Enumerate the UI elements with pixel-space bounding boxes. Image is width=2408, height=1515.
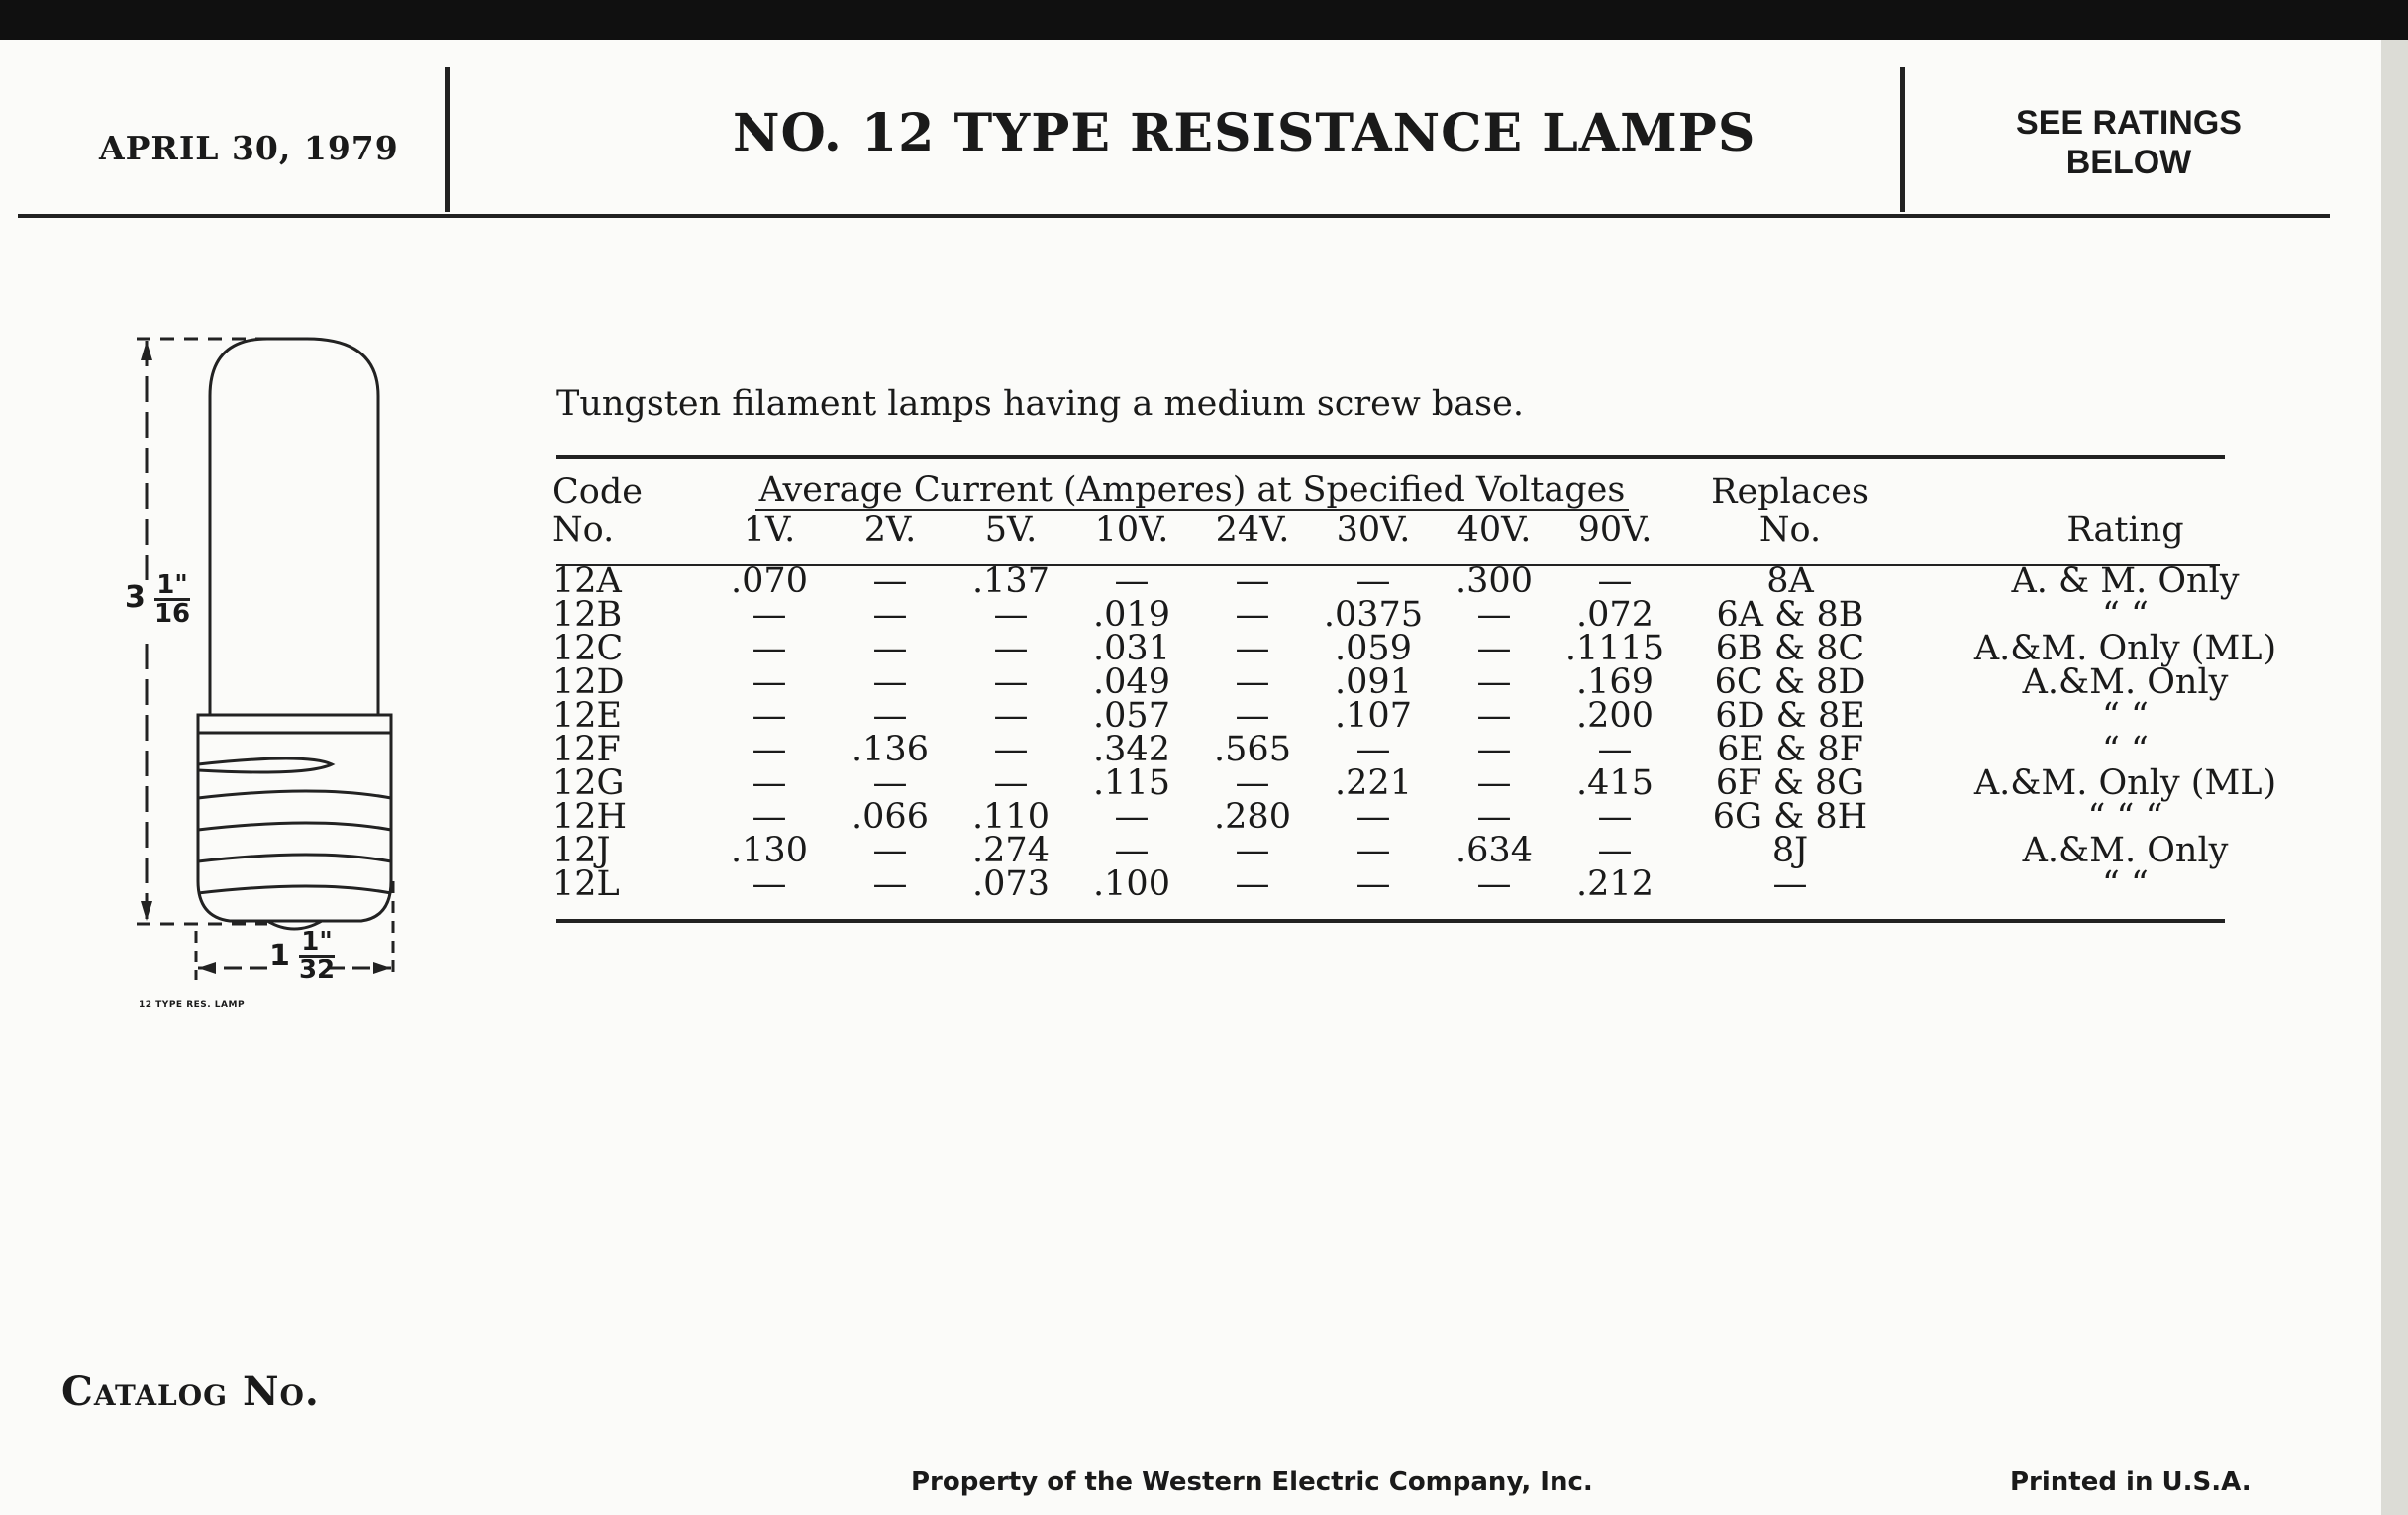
current-cell: — [752,662,787,702]
current-cell: — [1476,662,1512,702]
code-cell: 12H [552,797,628,837]
current-cell: .130 [731,831,808,870]
current-cell: .100 [1093,864,1170,904]
rating-cell: “ “ [2102,864,2149,904]
rating-header: Rating [2066,510,2184,550]
current-cell: .136 [852,730,929,769]
page-edge [2381,40,2408,1515]
table-row [548,665,2346,699]
code-header: Code [552,472,643,512]
replaces-header-no: No. [1758,510,1822,550]
current-cell: — [752,763,787,803]
current-cell: — [1355,730,1391,769]
current-cell: — [1476,629,1512,668]
voltage-header: 10V. [1094,510,1169,550]
code-header-no: No. [552,510,615,550]
replaces-cell: 8A [1766,561,1814,601]
current-cell: — [1476,763,1512,803]
current-cell: .415 [1576,763,1654,803]
replaces-cell: 6C & 8D [1714,662,1866,702]
replaces-cell: 6B & 8C [1715,629,1865,668]
drawing-caption: 12 TYPE RES. LAMP [139,1000,246,1010]
current-cell: — [1476,696,1512,736]
lamp-thread [198,886,391,893]
current-cell: — [872,561,908,601]
code-cell: 12J [552,831,611,870]
voltage-header: 30V. [1336,510,1411,550]
header-divider-right [1900,67,1905,212]
printed-in-notice: Printed in U.S.A. [2010,1467,2252,1497]
current-cell: .300 [1455,561,1533,601]
replaces-header: Replaces [1711,472,1869,512]
table-row [548,867,2346,901]
width-arrow-left [198,962,216,974]
replaces-cell: 6G & 8H [1712,797,1868,837]
current-cell: — [1235,629,1270,668]
current-cell: .115 [1093,763,1170,803]
current-cell: — [1355,831,1391,870]
current-cell: — [1355,864,1391,904]
current-cell: — [1235,696,1270,736]
code-cell: 12E [552,696,623,736]
rating-cell: “ “ [2102,595,2149,635]
current-cell: — [752,696,787,736]
height-arrow-bottom [141,901,152,921]
current-cell: .565 [1214,730,1291,769]
lamp-thread [198,758,332,772]
current-cell: — [752,730,787,769]
current-cell: .057 [1093,696,1170,736]
current-cell: .031 [1093,629,1170,668]
voltage-header: 5V. [984,510,1038,550]
code-cell: 12L [552,864,620,904]
table-row [548,598,2346,632]
current-cell: — [1355,797,1391,837]
current-cell: — [1235,662,1270,702]
current-cell: .1115 [1564,629,1665,668]
current-cell: — [1235,864,1270,904]
table-header-row [548,473,2346,511]
current-cell: — [872,696,908,736]
ratings-note-line1: SEE RATINGS [2016,104,2242,142]
ratings-note-line2: BELOW [2065,144,2192,181]
current-cell: .221 [1335,763,1412,803]
replaces-cell: — [1772,864,1808,904]
table-top-rule [556,455,2225,459]
lamp-drawing [119,327,416,1020]
current-cell: — [872,595,908,635]
width-arrow-right [373,962,391,974]
width-dimension-label: 1 $\frac{1"}{32}$ [269,927,336,985]
current-cell: .169 [1576,662,1654,702]
lamp-thread [198,823,391,830]
current-cell: — [752,629,787,668]
code-cell: 12G [552,763,625,803]
current-cell: — [752,797,787,837]
current-cell: — [872,763,908,803]
current-cell: — [1235,831,1270,870]
current-cell: .342 [1093,730,1170,769]
rating-cell: “ “ “ [2087,797,2163,837]
code-cell: 12A [552,561,622,601]
lamp-thread [198,855,391,861]
table-row [548,834,2346,867]
current-cell: — [993,629,1029,668]
current-cell: — [752,864,787,904]
current-cell: — [1114,797,1150,837]
current-cell: — [1597,730,1633,769]
current-cell: .200 [1576,696,1654,736]
current-cell: .137 [972,561,1050,601]
current-cell: .634 [1455,831,1533,870]
table-row [548,800,2346,834]
current-cell: — [993,730,1029,769]
lamp-thread [198,791,391,798]
current-cell: — [1114,561,1150,601]
current-cell: — [1597,831,1633,870]
lamp-bulb-outline [210,339,378,715]
replaces-cell: 6D & 8E [1715,696,1865,736]
current-group-header: Average Current (Amperes) at Specified Voltages [709,473,1675,511]
table-row [548,733,2346,766]
current-cell: — [1235,595,1270,635]
code-cell: 12C [552,629,624,668]
code-cell: 12B [552,595,623,635]
voltage-header: 24V. [1215,510,1290,550]
rating-cell: A.&M. Only [2022,831,2229,870]
code-cell: 12D [552,662,625,702]
current-cell: — [1597,797,1633,837]
current-cell: .072 [1576,595,1654,635]
current-cell: .212 [1576,864,1654,904]
current-cell: — [993,763,1029,803]
current-cell: — [1597,561,1633,601]
current-cell: — [1476,864,1512,904]
rating-cell: “ “ [2102,696,2149,736]
current-cell: — [993,595,1029,635]
current-cell: — [993,662,1029,702]
height-arrow-top [141,341,152,360]
current-cell: .091 [1335,662,1412,702]
table-row [548,699,2346,733]
height-dimension-label: 3 $\frac{1"}{16}$ [125,570,191,629]
table-row [548,632,2346,665]
rating-cell: “ “ [2102,730,2149,769]
header-rule [18,214,2330,218]
table-subheader-row [548,511,2346,547]
current-cell: .019 [1093,595,1170,635]
table-bottom-rule [556,919,2225,923]
current-cell: — [1114,831,1150,870]
current-cell: .070 [731,561,808,601]
rating-cell: A.&M. Only (ML) [1973,629,2277,668]
current-cell: .274 [972,831,1050,870]
current-cell: — [1235,763,1270,803]
table-row [548,766,2346,800]
code-cell: 12F [552,730,621,769]
replaces-cell: 6F & 8G [1715,763,1865,803]
voltage-header: 1V. [743,510,796,550]
current-cell: .110 [972,797,1050,837]
current-cell: — [1476,595,1512,635]
current-cell: .049 [1093,662,1170,702]
lamp-table [548,470,2346,904]
page-title: NO. 12 TYPE RESISTANCE LAMPS [733,103,1756,163]
voltage-header: 2V. [863,510,917,550]
replaces-cell: 8J [1771,831,1809,870]
current-cell: — [872,831,908,870]
current-cell: .107 [1335,696,1412,736]
table-row [548,564,2346,598]
current-cell: — [1476,730,1512,769]
replaces-cell: 6E & 8F [1717,730,1863,769]
property-notice: Property of the Western Electric Company, Inc. [911,1467,1593,1497]
current-cell: — [1355,561,1391,601]
rating-cell: A.&M. Only (ML) [1973,763,2277,803]
current-cell: .059 [1335,629,1412,668]
rating-cell: A. & M. Only [2011,561,2240,601]
current-cell: — [1235,561,1270,601]
current-cell: .073 [972,864,1050,904]
voltage-header: 40V. [1456,510,1532,550]
current-cell: .280 [1214,797,1291,837]
voltage-header: 90V. [1577,510,1653,550]
ratings-note [1941,103,2317,182]
rating-cell: A.&M. Only [2022,662,2229,702]
current-cell: — [872,629,908,668]
current-cell: — [993,696,1029,736]
current-cell: .066 [852,797,929,837]
intro-text: Tungsten filament lamps having a medium screw base. [556,384,1524,424]
current-cell: — [872,864,908,904]
replaces-cell: 6A & 8B [1716,595,1864,635]
catalog-number-label: Catalog No. [61,1368,320,1415]
current-cell: — [1476,797,1512,837]
current-cell: — [752,595,787,635]
current-cell: — [872,662,908,702]
issue-date: APRIL 30, 1979 [99,129,399,167]
header-divider-left [445,67,450,212]
current-cell: .0375 [1323,595,1424,635]
